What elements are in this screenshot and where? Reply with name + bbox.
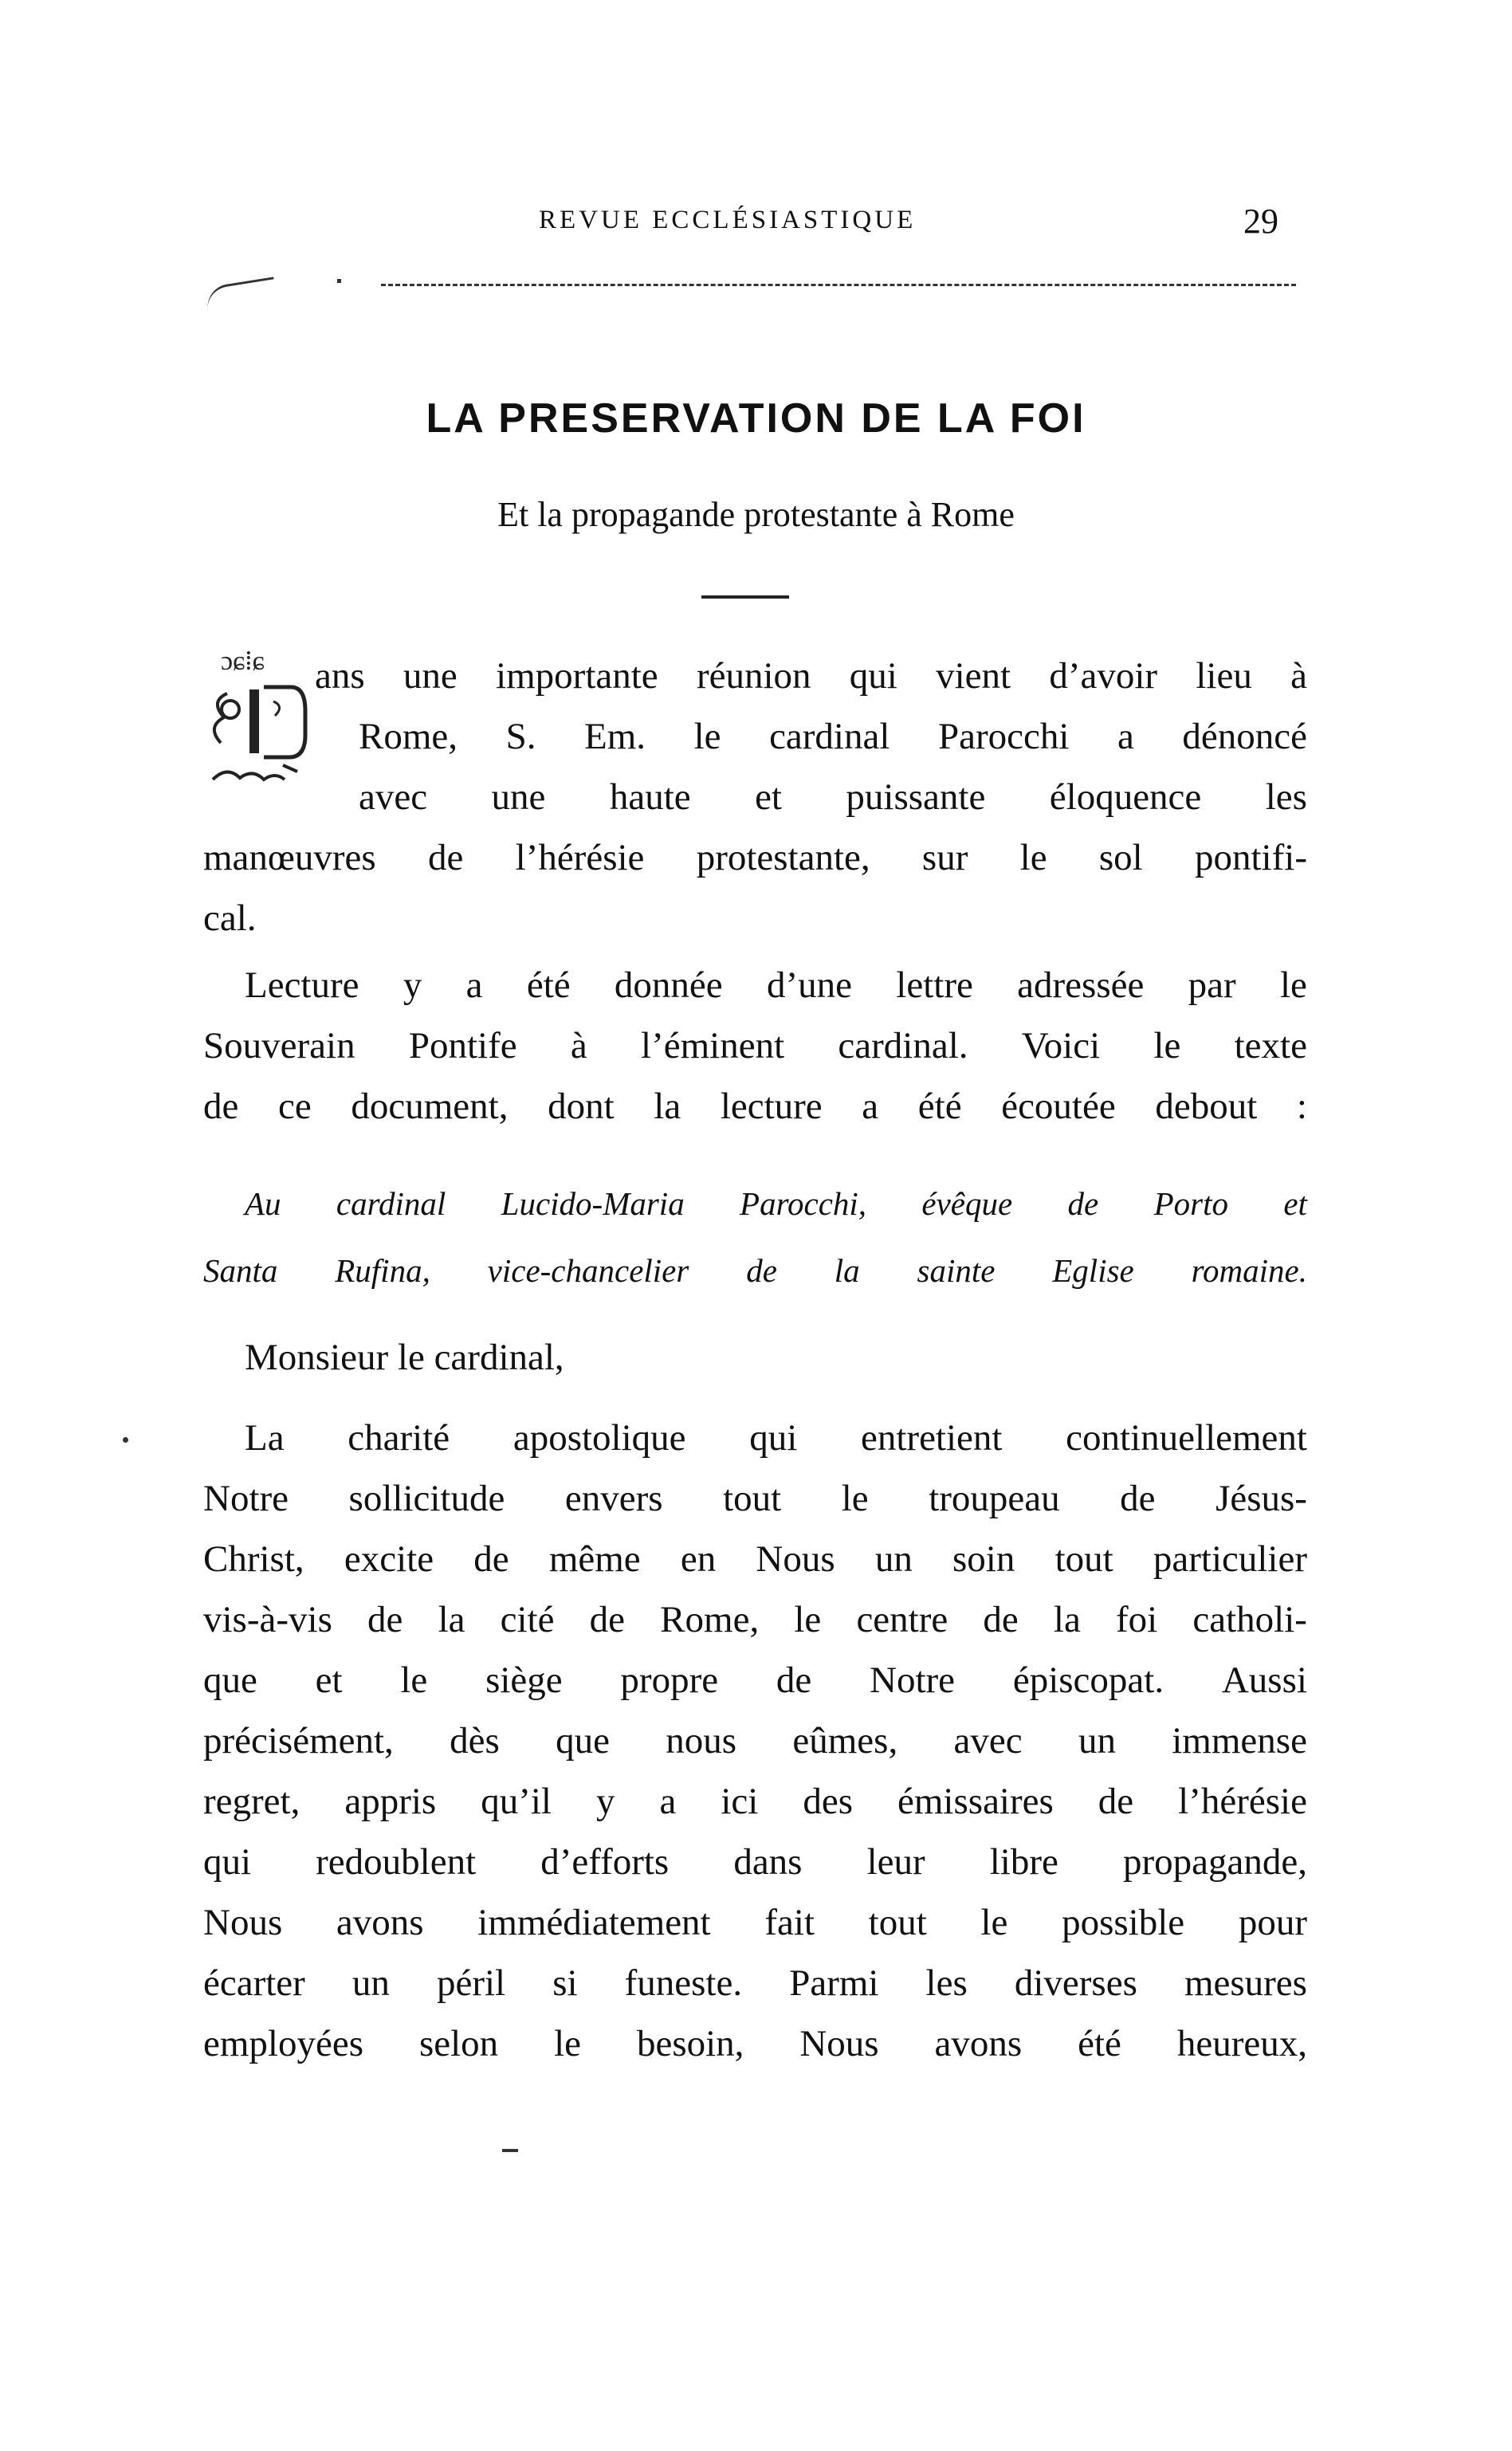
word: été (526, 964, 571, 1006)
margin-mark (123, 1437, 128, 1443)
word: qu’il (481, 1781, 552, 1822)
word: protestante, (696, 837, 870, 878)
word: même (548, 1538, 641, 1580)
word: centre (856, 1599, 948, 1640)
word: émissaires (897, 1781, 1054, 1822)
word: redoublent (316, 1841, 477, 1883)
word: tout (723, 1478, 782, 1519)
word: Notre (870, 1660, 956, 1701)
word: le (1153, 1025, 1181, 1066)
word: de (427, 837, 464, 878)
word: les (1265, 776, 1307, 818)
word: de (776, 1660, 812, 1701)
word: la (834, 1252, 860, 1289)
word: siège (485, 1660, 563, 1701)
article-subtitle: Et la propagande protestante à Rome (497, 495, 1015, 534)
word: Parocchi (937, 716, 1070, 757)
word: d’avoir (1049, 655, 1158, 697)
word: une (491, 776, 546, 818)
word: écarter (203, 1962, 305, 2004)
word: péril (436, 1962, 506, 2004)
word: d’efforts (540, 1841, 670, 1883)
text-line (203, 646, 1307, 706)
word: foi (1116, 1599, 1158, 1640)
word: de (1067, 1185, 1099, 1222)
word: sollicitude (348, 1478, 505, 1519)
word: troupeau (929, 1478, 1060, 1519)
text-line-content (203, 1771, 1307, 1832)
text-line-content (203, 1650, 1307, 1711)
word: avec (953, 1720, 1023, 1762)
text-line-content (203, 1953, 1307, 2013)
word: besoin, (636, 2023, 744, 2064)
text-line (203, 1015, 1307, 1076)
word: qui (749, 1417, 798, 1459)
word: nous (666, 1720, 737, 1762)
text-line-content (203, 1589, 1307, 1650)
word: à (1290, 655, 1307, 697)
word: dans (733, 1841, 803, 1883)
text-line (203, 1170, 1307, 1237)
word: écoutée (1001, 1086, 1116, 1127)
word: La (245, 1417, 285, 1459)
word: que (203, 1660, 257, 1701)
word: particulier (1153, 1538, 1307, 1580)
title-separator-rule (701, 595, 789, 599)
word: document, (351, 1086, 509, 1127)
text-line (203, 1529, 1307, 1589)
word: le (693, 716, 721, 757)
article-title: LA PRESERVATION DE LA FOI (426, 395, 1086, 442)
footer-dash (502, 2149, 518, 2152)
text-line (203, 1832, 1307, 1892)
word: le (794, 1599, 822, 1640)
text-line-content (203, 1076, 1307, 1137)
word: précisément, (203, 1720, 394, 1762)
text-line (203, 827, 1307, 888)
word: vis-à-vis (203, 1599, 332, 1640)
word: pontifi- (1195, 837, 1307, 878)
word: excite (344, 1538, 434, 1580)
word: Rome, (660, 1599, 760, 1640)
word: fait (764, 1902, 815, 1943)
text-line (203, 2013, 1307, 2074)
text-line-content (203, 1892, 1307, 1953)
word: de (367, 1599, 403, 1640)
word: possible (1062, 1902, 1185, 1943)
word: le (1280, 964, 1307, 1006)
word: a (659, 1781, 677, 1822)
word: tout (1054, 1538, 1113, 1580)
word: et (755, 776, 782, 818)
word: Au (245, 1185, 281, 1222)
word: et (1283, 1185, 1307, 1222)
word: d’une (766, 964, 852, 1006)
word: eûmes, (792, 1720, 898, 1762)
word: éloquence (1049, 776, 1202, 818)
word: avec (359, 776, 428, 818)
word: Pontife (408, 1025, 517, 1066)
word: de (203, 1086, 239, 1127)
word: avons (336, 1902, 424, 1943)
text-line (203, 1953, 1307, 2013)
letter-address (203, 1170, 1307, 1304)
word: haute (609, 776, 691, 818)
word: Nous (203, 1902, 283, 1943)
word: Rome, (359, 716, 458, 757)
word: Souverain (203, 1025, 355, 1066)
word: libre (989, 1841, 1058, 1883)
word: sur (921, 837, 968, 878)
word: dénoncé (1182, 716, 1307, 757)
text-line (203, 1468, 1307, 1529)
word: heureux, (1176, 2023, 1307, 2064)
word: lecture (720, 1086, 823, 1127)
word: sol (1098, 837, 1143, 878)
word: a (465, 964, 483, 1006)
word: de (1098, 1781, 1134, 1822)
word: Notre (203, 1478, 289, 1519)
text-line-content (359, 706, 1307, 767)
running-title: REVUE ECCLÉSIASTIQUE (539, 206, 917, 234)
word: réunion (696, 655, 811, 697)
text-line-content: cal. (203, 898, 257, 939)
word: la (1053, 1599, 1081, 1640)
header-rule-flourish (204, 277, 277, 310)
word: importante (496, 655, 658, 697)
word: le (841, 1478, 869, 1519)
word: de (1120, 1478, 1156, 1519)
word: entretient (861, 1417, 1003, 1459)
word: été (917, 1086, 962, 1127)
header-rule (381, 284, 1296, 286)
intro-paragraph (203, 646, 1307, 949)
word: l’éminent (641, 1025, 785, 1066)
word: S. (505, 716, 536, 757)
word: épiscopat. (1012, 1660, 1164, 1701)
salutation-text: Monsieur le cardinal, (245, 1337, 564, 1378)
word: qui (203, 1841, 252, 1883)
word: : (1296, 1086, 1307, 1127)
word: Rufina, (335, 1252, 430, 1289)
text-line (203, 888, 1307, 949)
text-line-content (203, 1711, 1307, 1771)
word: évêque (921, 1185, 1013, 1222)
word: l’hérésie (1178, 1781, 1307, 1822)
word: un (874, 1538, 913, 1580)
word: propre (620, 1660, 719, 1701)
word: de (473, 1538, 509, 1580)
word: Parmi (789, 1962, 879, 2004)
word: a (1117, 716, 1134, 757)
header-rule-dot (337, 279, 341, 283)
running-head (0, 202, 1512, 253)
word: selon (418, 2023, 499, 2064)
word: charité (348, 1417, 450, 1459)
word: pour (1238, 1902, 1307, 1943)
word: cité (500, 1599, 555, 1640)
word: Porto (1153, 1185, 1228, 1222)
text-line (203, 1327, 1307, 1388)
word: lieu (1196, 655, 1252, 697)
word: funeste. (624, 1962, 743, 2004)
text-line-content (203, 2013, 1307, 2074)
word: cardinal (336, 1185, 446, 1222)
word: les (925, 1962, 968, 2004)
word: appris (344, 1781, 437, 1822)
word: et (315, 1660, 343, 1701)
word: Christ, (203, 1538, 304, 1580)
word: vient (936, 655, 1011, 697)
word: ici (721, 1781, 759, 1822)
text-line-content (203, 1237, 1307, 1304)
word: la (654, 1086, 681, 1127)
word: ans (315, 655, 365, 697)
text-line-content (245, 955, 1307, 1015)
text-line (203, 1892, 1307, 1953)
text-line (203, 1237, 1307, 1304)
word: qui (849, 655, 897, 697)
text-line (203, 1771, 1307, 1832)
word: mesures (1184, 1962, 1307, 2004)
word: diverses (1014, 1962, 1137, 2004)
text-line-content (359, 767, 1307, 827)
word: Em. (584, 716, 646, 757)
word: soin (952, 1538, 1015, 1580)
word: si (552, 1962, 578, 2004)
word: a (862, 1086, 879, 1127)
second-paragraph (203, 955, 1307, 1137)
word: dès (450, 1720, 500, 1762)
word: avons (934, 2023, 1023, 2064)
word: catholi- (1192, 1599, 1307, 1640)
text-line-content (203, 1468, 1307, 1529)
text-line (203, 1589, 1307, 1650)
salutation (203, 1327, 1307, 1388)
word: Lucido-Maria (501, 1185, 685, 1222)
word: la (438, 1599, 465, 1640)
text-line (203, 767, 1307, 827)
word: puissante (846, 776, 986, 818)
text-line-content (203, 827, 1307, 888)
text-line (203, 1408, 1307, 1468)
word: Voici (1021, 1025, 1101, 1066)
word: texte (1234, 1025, 1307, 1066)
word: y (403, 964, 422, 1006)
word: ce (278, 1086, 312, 1127)
word: leur (866, 1841, 925, 1883)
text-line (203, 1711, 1307, 1771)
word: Parocchi, (740, 1185, 867, 1222)
word: debout (1155, 1086, 1258, 1127)
word: par (1188, 964, 1236, 1006)
word: de (983, 1599, 1019, 1640)
word: immense (1172, 1720, 1307, 1762)
text-line-content (245, 1408, 1307, 1468)
text-line (203, 1076, 1307, 1137)
word: tout (868, 1902, 927, 1943)
word: des (803, 1781, 854, 1822)
word: que (556, 1720, 610, 1762)
word: donnée (614, 964, 723, 1006)
word: adressée (1017, 964, 1145, 1006)
svg-text:ɔɕ⁞ɕ: ɔɕ⁞ɕ (221, 646, 265, 676)
word: dont (548, 1086, 615, 1127)
word: manœuvres (203, 837, 376, 878)
word: sainte (917, 1252, 996, 1289)
word: cardinal (769, 716, 890, 757)
text-line (203, 1650, 1307, 1711)
word: de (589, 1599, 626, 1640)
word: un (351, 1962, 390, 2004)
word: le (400, 1660, 428, 1701)
text-line (203, 955, 1307, 1015)
word: Eglise (1052, 1252, 1134, 1289)
word: un (1078, 1720, 1116, 1762)
word: employées (203, 2023, 363, 2064)
text-line-content (315, 646, 1307, 706)
text-line-content (203, 1529, 1307, 1589)
word: une (403, 655, 458, 697)
word: été (1078, 2023, 1121, 2064)
word: Aussi (1221, 1660, 1307, 1701)
word: Lecture (245, 964, 359, 1006)
word: à (570, 1025, 587, 1066)
word: cardinal. (838, 1025, 968, 1066)
word: vice-chancelier (487, 1252, 689, 1289)
text-line (203, 706, 1307, 767)
word: apostolique (513, 1417, 686, 1459)
word: propagande, (1122, 1841, 1307, 1883)
text-line-content (245, 1170, 1307, 1237)
word: l’hérésie (515, 837, 645, 878)
word: Jésus- (1215, 1478, 1307, 1519)
word: Nous (756, 1538, 835, 1580)
word: le (980, 1902, 1008, 1943)
word: romaine. (1191, 1252, 1307, 1289)
word: Nous (799, 2023, 879, 2064)
word: le (1019, 837, 1047, 878)
word: envers (564, 1478, 663, 1519)
page-number: 29 (1243, 202, 1278, 241)
letter-body (203, 1408, 1307, 2074)
word: de (746, 1252, 777, 1289)
text-line-content (203, 1015, 1307, 1076)
word: en (680, 1538, 717, 1580)
word: continuellement (1066, 1417, 1307, 1459)
word: le (554, 2023, 582, 2064)
word: Santa (203, 1252, 278, 1289)
word: regret, (203, 1781, 300, 1822)
word: lettre (896, 964, 973, 1006)
word: y (596, 1781, 615, 1822)
text-line-content (203, 1832, 1307, 1892)
word: immédiatement (477, 1902, 711, 1943)
